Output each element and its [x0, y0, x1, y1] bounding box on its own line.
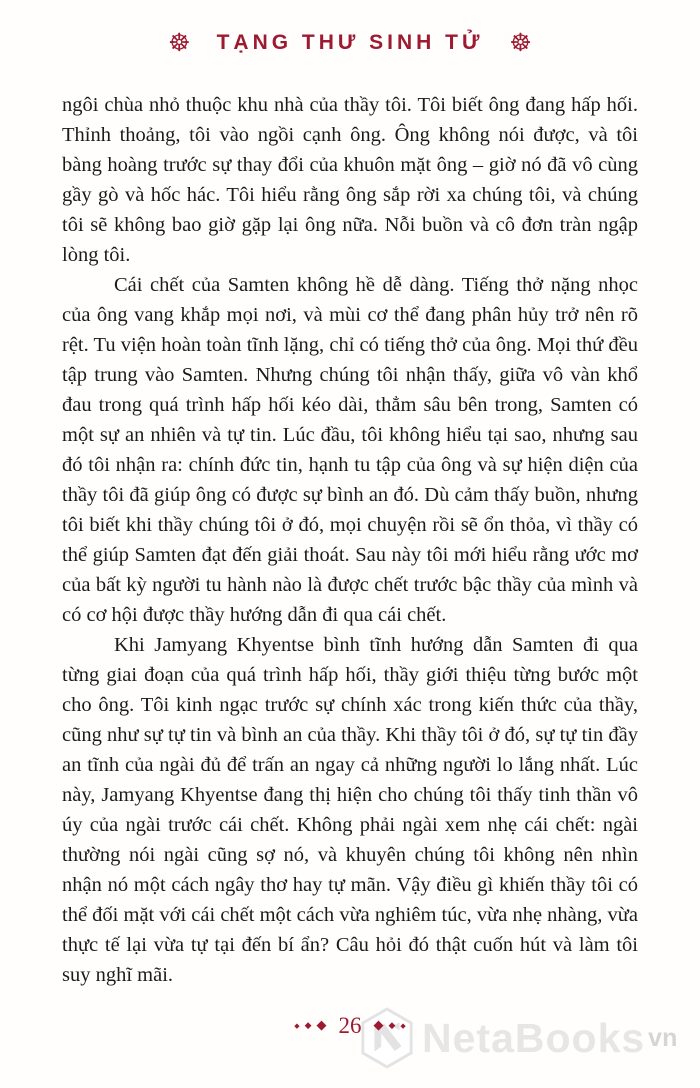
footer-ornament-right: [374, 1018, 406, 1033]
page-number: 26: [338, 1013, 362, 1038]
page-header: [0, 30, 700, 55]
diamond-icon: ◆: [388, 1020, 396, 1031]
diamond-icon: ◆: [400, 1021, 406, 1030]
dharma-wheel-left-icon: ☸: [168, 28, 191, 57]
body-text: [62, 90, 638, 990]
footer-ornament-left: [294, 1018, 326, 1033]
watermark-tld: vn: [648, 1024, 678, 1052]
diamond-icon: ◆: [373, 1018, 384, 1033]
dharma-wheel-right-icon: ☸: [509, 28, 532, 57]
paragraph-2: Cái chết của Samten không hề dễ dàng. Tiếng thở nặng nhọc của ông vang khắp mọi nơi, và mùi cơ thể đang phân hủy trở nên rõ rệt. Tu viện hoàn toàn tĩnh lặng, chỉ có tiếng thở của ông. Mọi thứ đều tập trung vào Samten. Nhưng chúng tôi nhận thấy, giữa vô vàn khổ đau trong quá trình hấp hối kéo dài, thẳm sâu bên trong, Samten có một sự an nhiên và tự tin. Lúc đầu, tôi không hiểu tại sao, nhưng sau đó tôi nhận ra: chính đức tin, hạnh tu tập của ông và sự hiện diện của thầy tôi đã giúp ông có được sự bình an đó. Dù cảm thấy buồn, nhưng tôi biết khi thầy chúng tôi ở đó, mọi chuyện rồi sẽ ổn thỏa, vì thầy có thể giúp Samten đạt đến giải thoát. Sau này tôi mới hiểu rằng ước mơ của bất kỳ người tu hành nào là được chết trước bậc thầy của mình và có cơ hội được thầy hướng dẫn đi qua cái chết.: [62, 274, 638, 626]
watermark-brand: NetaBooks: [422, 1015, 646, 1061]
diamond-icon: ◆: [304, 1020, 312, 1031]
diamond-icon: ◆: [294, 1021, 300, 1030]
diamond-icon: ◆: [316, 1018, 327, 1033]
page-footer: [0, 1014, 700, 1037]
paragraph-1: ngôi chùa nhỏ thuộc khu nhà của thầy tôi. Tôi biết ông đang hấp hối. Thỉnh thoảng, tôi vào ngồi cạnh ông. Ông không nói được, và tôi bàng hoàng trước sự thay đổi của khuôn mặt ông – giờ nó đã vô cùng gầy gò và hốc hác. Tôi hiểu rằng ông sắp rời xa chúng tôi, và chúng tôi sẽ không bao giờ gặp lại ông nữa. Nỗi buồn và cô đơn tràn ngập lòng tôi.: [62, 94, 638, 266]
paragraph-3: Khi Jamyang Khyentse bình tĩnh hướng dẫn Samten đi qua từng giai đoạn của quá trình hấp hối, thầy giới thiệu từng bước một cho ông. Tôi kinh ngạc trước sự chính xác trong kiến thức của thầy, cũng như sự tự tin và bình an của thầy. Khi thầy tôi ở đó, sự tự tin đầy an tĩnh của ngài đủ để trấn an ngay cả những người lo lắng nhất. Lúc này, Jamyang Khyentse đang thị hiện cho chúng tôi thấy tinh thần vô úy của ngài trước cái chết. Không phải ngài xem nhẹ cái chết: ngài thường nói ngài cũng sợ nó, và khuyên chúng tôi không nên nhìn nhận nó một cách ngây thơ hay tự mãn. Vậy điều gì khiến thầy tôi có thể đối mặt với cái chết một cách vừa nghiêm túc, vừa nhẹ nhàng, vừa thực tế lại vừa tự tại đến bí ẩn? Câu hỏi đó thật cuốn hút và làm tôi suy nghĩ mãi.: [62, 634, 638, 986]
page-title: TẠNG THƯ SINH TỬ: [216, 30, 484, 54]
